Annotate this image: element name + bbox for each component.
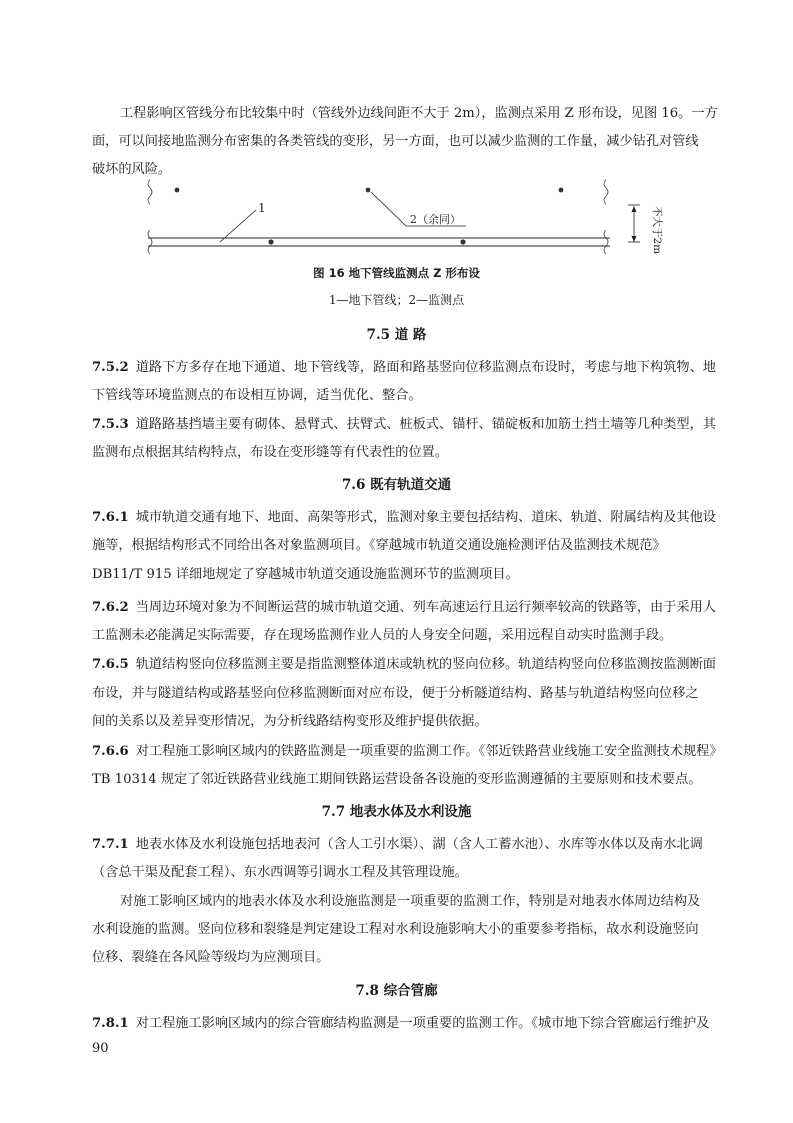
- section-heading-7-8: 7.8 综合管廊: [355, 983, 438, 999]
- clause-number: 7.6.5: [92, 657, 129, 672]
- dimension-arrow-top: [632, 206, 637, 212]
- paragraph-7-6-1-line-1: 7.6.1 城市轨道交通有地下、地面、高架等形式，监测对象主要包括结构、道床、轨道、附属结构及其他设: [92, 510, 716, 525]
- paragraph-7-6-1-line-3: DB11/T 915 详细地规定了穿越城市轨道交通设施监测环节的监测项目。: [92, 567, 519, 582]
- paragraph-7-5-2-line-2: 下管线等环境监测点的布设相互协调，适当优化、整合。: [92, 388, 422, 403]
- leader-line-2: [371, 192, 406, 226]
- figure-caption: 图 16 地下管线监测点 Z 形布设: [313, 266, 480, 280]
- paragraph-7-6-1-line-2: 施等，根据结构形式不同给出各对象监测项目。《穿越城市轨道交通设施检测评估及监测技术规范》: [92, 538, 666, 553]
- monitoring-point-icon: [268, 239, 273, 244]
- break-mark-left-top: [148, 180, 152, 204]
- paragraph-7-7-body-line-3: 位移、裂缝在各风险等级均为应测项目。: [92, 950, 330, 965]
- break-mark-right-bottom: [604, 230, 608, 254]
- paragraph-7-7-body-line-2: 水利设施的监测。竖向位移和裂缝是判定建设工程对水利设施影响大小的重要参考指标，故水利设施竖向: [92, 922, 699, 937]
- paragraph-7-6-5-line-1: 7.6.5 轨道结构竖向位移监测主要是指监测整体道床或轨枕的竖向位移。轨道结构竖向位移监测按监测断面: [92, 657, 716, 672]
- monitoring-point-icon: [175, 188, 180, 193]
- intro-line-3: 破坏的风险。: [92, 162, 172, 177]
- clause-number: 7.6.2: [92, 600, 129, 615]
- paragraph-7-5-3-line-2: 监测布点根据其结构特点，布设在变形缝等有代表性的位置。: [92, 445, 449, 460]
- paragraph-7-5-2-line-1: 7.5.2 道路下方多存在地下通道、地下管线等，路面和路基竖向位移监测点布设时，考虑与地下构筑物、地: [92, 360, 716, 375]
- section-heading-7-6: 7.6 既有轨道交通: [341, 477, 452, 493]
- paragraph-7-8-1-line-1: 7.8.1 对工程施工影响区域内的综合管廊结构监测是一项重要的监测工作。《城市地下综合管廊运行维护及: [92, 1016, 710, 1031]
- paragraph-7-6-2-line-2: 工监测未必能满足实际需要，存在现场监测作业人员的人身安全问题，采用远程自动实时监测手段。: [92, 628, 673, 643]
- clause-number: 7.5.2: [92, 360, 129, 375]
- intro-line-2: 面，可以间接地监测分布密集的各类管线的变形，另一方面，也可以减少监测的工作量，减少钻孔对管线: [92, 134, 699, 149]
- monitoring-point-icon: [366, 188, 371, 193]
- page-number: 90: [92, 1041, 109, 1056]
- dimension-arrow-bottom: [632, 236, 637, 242]
- figure-label-1: 1: [258, 201, 266, 215]
- paragraph-7-6-2-line-1: 7.6.2 当周边环境对象为不间断运营的城市轨道交通、列车高速运行且运行频率较高的铁路等，由于采用人: [92, 600, 716, 615]
- break-mark-right-top: [604, 180, 608, 204]
- clause-number: 7.5.3: [92, 417, 129, 432]
- figure-16-diagram: [140, 176, 680, 258]
- dimension-label: 不大于2m: [651, 206, 663, 255]
- break-mark-left-bottom: [148, 230, 152, 254]
- paragraph-7-7-1-line-2: （含总干渠及配套工程）、东水西调等引调水工程及其管理设施。: [92, 865, 468, 880]
- monitoring-point-icon: [559, 188, 564, 193]
- clause-number: 7.8.1: [92, 1016, 129, 1031]
- figure-legend: 1—地下管线；2—监测点: [328, 293, 465, 307]
- monitoring-point-icon: [460, 239, 465, 244]
- section-heading-7-7: 7.7 地表水体及水利设施: [321, 804, 472, 820]
- clause-number: 7.6.6: [92, 744, 129, 759]
- paragraph-7-6-5-line-2: 布设，并与隧道结构或路基竖向位移监测断面对应布设，便于分析隧道结构、路基与轨道结构竖向位移之: [92, 686, 699, 701]
- intro-line-1: 工程影响区管线分布比较集中时（管线外边线间距不大于 2m），监测点采用 Z 形布设，见图 16。一方: [120, 106, 718, 121]
- figure-label-2: 2（余同）: [410, 213, 461, 226]
- paragraph-7-7-body-line-1: 对施工影响区域内的地表水体及水利设施监测是一项重要的监测工作，特别是对地表水体周边结构及: [120, 894, 701, 909]
- paragraph-7-6-5-line-3: 间的关系以及差异变形情况，为分析线路结构变形及维护提供依据。: [92, 714, 488, 729]
- paragraph-7-7-1-line-1: 7.7.1 地表水体及水利设施包括地表河（含人工引水渠）、湖（含人工蓄水池）、水库等水体以及南水北调: [92, 837, 703, 852]
- clause-number: 7.6.1: [92, 510, 129, 525]
- leader-line-1: [220, 210, 256, 242]
- paragraph-7-6-6-line-1: 7.6.6 对工程施工影响区域内的铁路监测是一项重要的监测工作。《邻近铁路营业线施工安全监测技术规程》: [92, 744, 723, 759]
- paragraph-7-6-6-line-2: TB 10314 规定了邻近铁路营业线施工期间铁路运营设备各设施的变形监测遵循的主要原则和技术要点。: [92, 772, 702, 787]
- clause-number: 7.7.1: [92, 837, 129, 852]
- paragraph-7-5-3-line-1: 7.5.3 道路路基挡墙主要有砌体、悬臂式、扶臂式、桩板式、锚杆、锚碇板和加筋土挡土墙等几种类型，其: [92, 417, 716, 432]
- section-heading-7-5: 7.5 道 路: [366, 327, 427, 343]
